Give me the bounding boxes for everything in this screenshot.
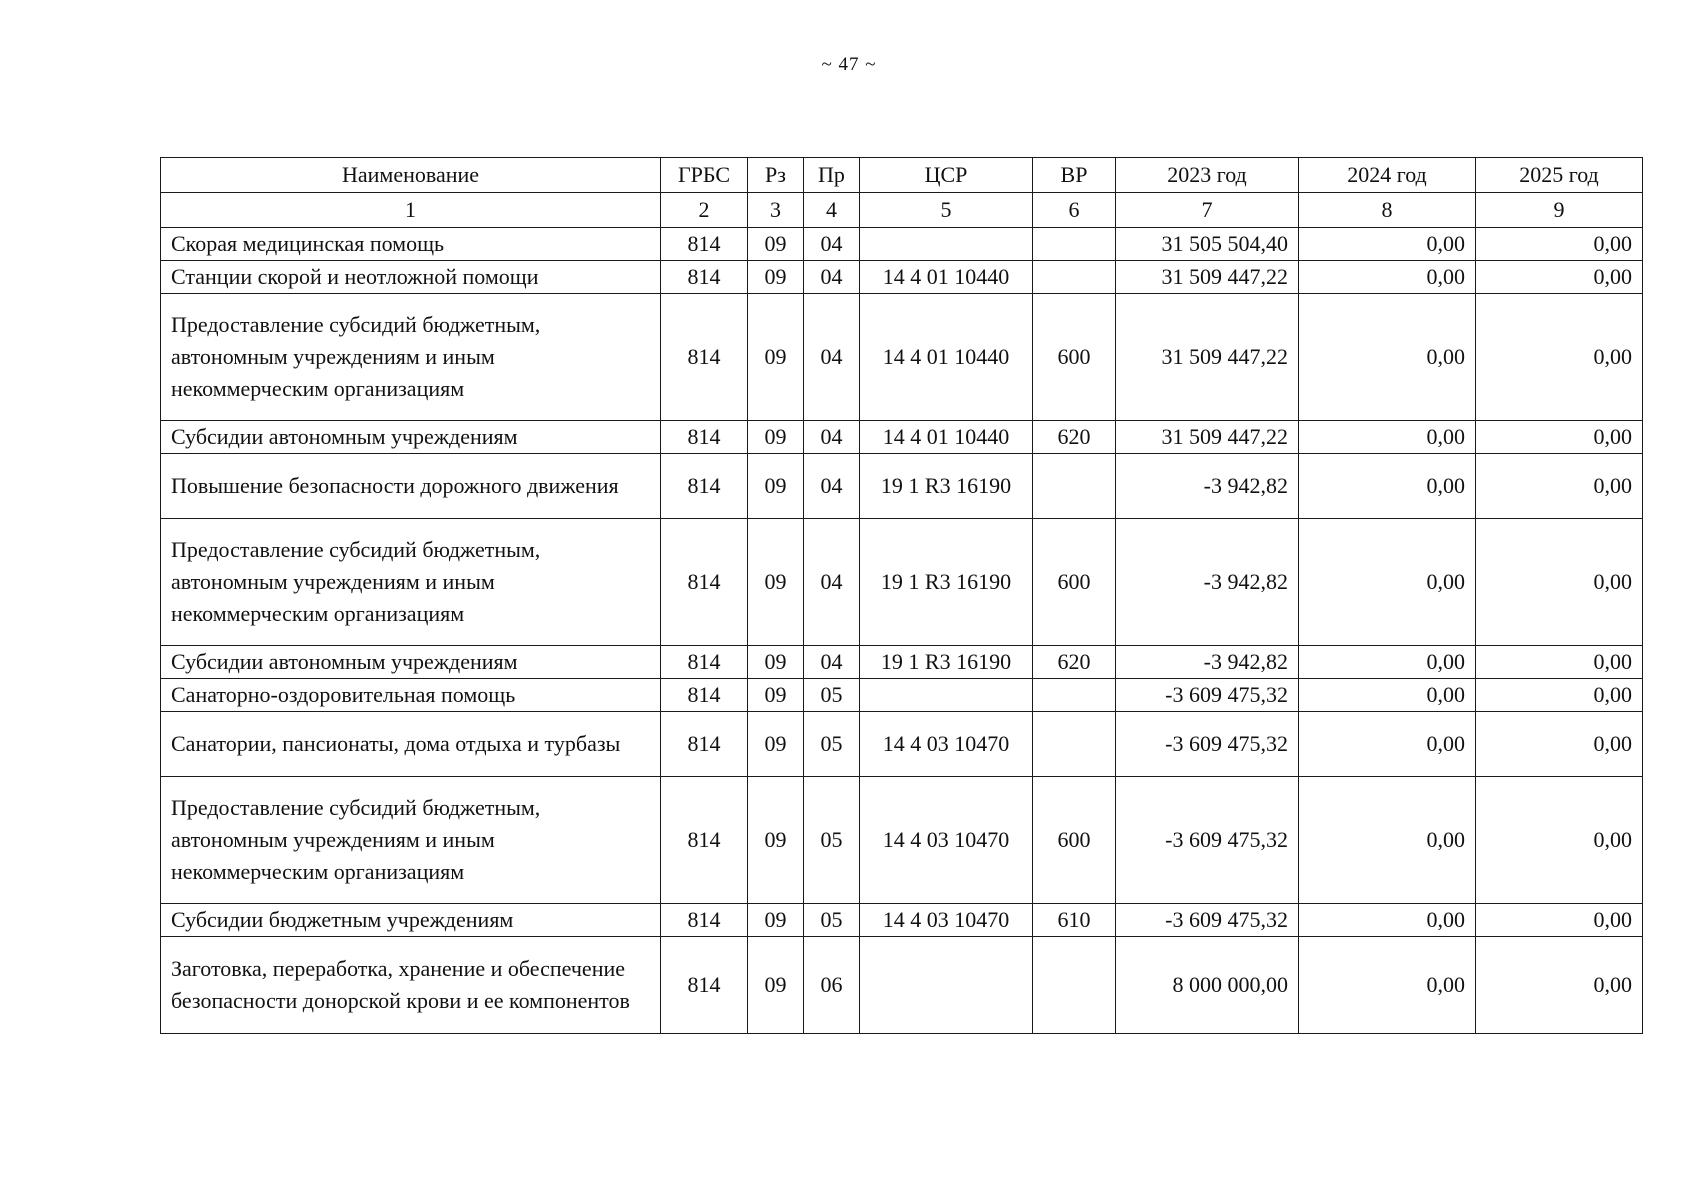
page-number: ~ 47 ~ bbox=[821, 54, 877, 75]
table-cell-vr: 620 bbox=[1033, 646, 1116, 679]
table-cell-rz: 09 bbox=[748, 712, 804, 777]
table-cell-pr: 04 bbox=[804, 519, 860, 646]
table-cell-2024: 0,00 bbox=[1299, 454, 1476, 519]
table-header-row bbox=[161, 158, 1643, 193]
table-cell-grbs: 814 bbox=[661, 519, 748, 646]
table-cell-2025: 0,00 bbox=[1476, 777, 1643, 904]
table-cell-rz: 09 bbox=[748, 421, 804, 454]
table-cell-csr: 19 1 R3 16190 bbox=[860, 454, 1033, 519]
table-cell-name: Предоставление субсидий бюджетным, автономным учреждениям и иным некоммерческим организациям bbox=[161, 294, 661, 421]
table-cell-2024: 0,00 bbox=[1299, 712, 1476, 777]
table-cell-2024: 0,00 bbox=[1299, 646, 1476, 679]
table-cell-2024: 0,00 bbox=[1299, 679, 1476, 712]
table-cell-pr: 04 bbox=[804, 421, 860, 454]
table-cell-csr bbox=[860, 228, 1033, 261]
table-cell-csr: 14 4 03 10470 bbox=[860, 777, 1033, 904]
table-cell-2025: 0,00 bbox=[1476, 712, 1643, 777]
table-row bbox=[161, 937, 1643, 1034]
table-cell-pr: 06 bbox=[804, 937, 860, 1034]
table-cell-rz: 09 bbox=[748, 454, 804, 519]
table-cell-pr: 05 bbox=[804, 679, 860, 712]
table-cell-name: Станции скорой и неотложной помощи bbox=[161, 261, 661, 294]
table-cell-2025: 0,00 bbox=[1476, 937, 1643, 1034]
column-number: 2 bbox=[661, 193, 748, 228]
table-cell-name: Предоставление субсидий бюджетным, автономным учреждениям и иным некоммерческим организациям bbox=[161, 777, 661, 904]
table-row bbox=[161, 712, 1643, 777]
table-cell-pr: 04 bbox=[804, 646, 860, 679]
table-cell-name: Субсидии автономным учреждениям bbox=[161, 421, 661, 454]
table-cell-pr: 05 bbox=[804, 712, 860, 777]
table-cell-grbs: 814 bbox=[661, 777, 748, 904]
table-cell-name: Скорая медицинская помощь bbox=[161, 228, 661, 261]
table-cell-csr: 19 1 R3 16190 bbox=[860, 519, 1033, 646]
table-cell-grbs: 814 bbox=[661, 712, 748, 777]
table-cell-vr: 610 bbox=[1033, 904, 1116, 937]
header-vr: ВР bbox=[1033, 158, 1116, 193]
table-cell-2025: 0,00 bbox=[1476, 646, 1643, 679]
table-cell-csr bbox=[860, 937, 1033, 1034]
table-row bbox=[161, 228, 1643, 261]
table-cell-grbs: 814 bbox=[661, 261, 748, 294]
header-2024: 2024 год bbox=[1299, 158, 1476, 193]
table-cell-rz: 09 bbox=[748, 937, 804, 1034]
table-cell-grbs: 814 bbox=[661, 454, 748, 519]
table-cell-2023: -3 609 475,32 bbox=[1116, 679, 1299, 712]
table-cell-name: Предоставление субсидий бюджетным, автономным учреждениям и иным некоммерческим организациям bbox=[161, 519, 661, 646]
table-row bbox=[161, 519, 1643, 646]
table-cell-vr: 620 bbox=[1033, 421, 1116, 454]
table-row bbox=[161, 421, 1643, 454]
table-cell-csr: 14 4 03 10470 bbox=[860, 904, 1033, 937]
table-cell-grbs: 814 bbox=[661, 646, 748, 679]
table-cell-2023: -3 942,82 bbox=[1116, 454, 1299, 519]
header-grbs: ГРБС bbox=[661, 158, 748, 193]
table-cell-2024: 0,00 bbox=[1299, 228, 1476, 261]
table-cell-pr: 04 bbox=[804, 454, 860, 519]
table-cell-rz: 09 bbox=[748, 228, 804, 261]
table-cell-2023: 8 000 000,00 bbox=[1116, 937, 1299, 1034]
table-cell-2024: 0,00 bbox=[1299, 261, 1476, 294]
table-cell-2024: 0,00 bbox=[1299, 777, 1476, 904]
table-cell-rz: 09 bbox=[748, 294, 804, 421]
table-cell-name: Санатории, пансионаты, дома отдыха и турбазы bbox=[161, 712, 661, 777]
table-cell-2025: 0,00 bbox=[1476, 421, 1643, 454]
table-cell-pr: 04 bbox=[804, 261, 860, 294]
table-cell-2023: -3 609 475,32 bbox=[1116, 712, 1299, 777]
table-cell-2024: 0,00 bbox=[1299, 421, 1476, 454]
table-cell-csr: 19 1 R3 16190 bbox=[860, 646, 1033, 679]
table-row bbox=[161, 294, 1643, 421]
table-cell-pr: 05 bbox=[804, 777, 860, 904]
table-row bbox=[161, 777, 1643, 904]
table-cell-2023: -3 942,82 bbox=[1116, 519, 1299, 646]
table-cell-vr bbox=[1033, 454, 1116, 519]
header-2023: 2023 год bbox=[1116, 158, 1299, 193]
table-cell-csr: 14 4 03 10470 bbox=[860, 712, 1033, 777]
table-cell-grbs: 814 bbox=[661, 679, 748, 712]
table-cell-2025: 0,00 bbox=[1476, 228, 1643, 261]
table-cell-2024: 0,00 bbox=[1299, 937, 1476, 1034]
table-cell-grbs: 814 bbox=[661, 421, 748, 454]
table-cell-csr bbox=[860, 679, 1033, 712]
table-cell-grbs: 814 bbox=[661, 294, 748, 421]
table-cell-2023: -3 609 475,32 bbox=[1116, 904, 1299, 937]
table-cell-2024: 0,00 bbox=[1299, 904, 1476, 937]
table-cell-rz: 09 bbox=[748, 904, 804, 937]
column-number: 3 bbox=[748, 193, 804, 228]
header-rz: Рз bbox=[748, 158, 804, 193]
table-cell-2024: 0,00 bbox=[1299, 294, 1476, 421]
table-cell-2025: 0,00 bbox=[1476, 904, 1643, 937]
table-cell-name: Санаторно-оздоровительная помощь bbox=[161, 679, 661, 712]
table-cell-2024: 0,00 bbox=[1299, 519, 1476, 646]
table-cell-rz: 09 bbox=[748, 646, 804, 679]
table-cell-rz: 09 bbox=[748, 679, 804, 712]
table-cell-2023: -3 609 475,32 bbox=[1116, 777, 1299, 904]
column-number: 4 bbox=[804, 193, 860, 228]
column-number: 8 bbox=[1299, 193, 1476, 228]
column-number: 6 bbox=[1033, 193, 1116, 228]
table-cell-grbs: 814 bbox=[661, 228, 748, 261]
table-cell-name: Субсидии автономным учреждениям bbox=[161, 646, 661, 679]
table-cell-vr bbox=[1033, 228, 1116, 261]
header-name: Наименование bbox=[161, 158, 661, 193]
column-number: 5 bbox=[860, 193, 1033, 228]
table-cell-rz: 09 bbox=[748, 261, 804, 294]
table-cell-rz: 09 bbox=[748, 519, 804, 646]
table-cell-2023: 31 505 504,40 bbox=[1116, 228, 1299, 261]
table-cell-name: Заготовка, переработка, хранение и обеспечение безопасности донорской крови и ее компонентов bbox=[161, 937, 661, 1034]
table-cell-2023: 31 509 447,22 bbox=[1116, 261, 1299, 294]
table-cell-grbs: 814 bbox=[661, 937, 748, 1034]
table-cell-name: Субсидии бюджетным учреждениям bbox=[161, 904, 661, 937]
table-cell-name: Повышение безопасности дорожного движения bbox=[161, 454, 661, 519]
table-cell-vr bbox=[1033, 261, 1116, 294]
table-cell-vr bbox=[1033, 712, 1116, 777]
table-row bbox=[161, 679, 1643, 712]
table-row bbox=[161, 904, 1643, 937]
table-cell-vr bbox=[1033, 679, 1116, 712]
budget-table bbox=[160, 157, 1643, 1034]
table-cell-csr: 14 4 01 10440 bbox=[860, 421, 1033, 454]
header-csr: ЦСР bbox=[860, 158, 1033, 193]
table-cell-2025: 0,00 bbox=[1476, 679, 1643, 712]
table-row bbox=[161, 646, 1643, 679]
column-number: 1 bbox=[161, 193, 661, 228]
table-cell-rz: 09 bbox=[748, 777, 804, 904]
table-row bbox=[161, 454, 1643, 519]
table-cell-vr: 600 bbox=[1033, 777, 1116, 904]
column-number-row bbox=[161, 193, 1643, 228]
column-number: 9 bbox=[1476, 193, 1643, 228]
table-cell-2023: -3 942,82 bbox=[1116, 646, 1299, 679]
table-cell-csr: 14 4 01 10440 bbox=[860, 294, 1033, 421]
table-cell-2023: 31 509 447,22 bbox=[1116, 294, 1299, 421]
table-cell-vr: 600 bbox=[1033, 294, 1116, 421]
table-cell-csr: 14 4 01 10440 bbox=[860, 261, 1033, 294]
table-cell-vr bbox=[1033, 937, 1116, 1034]
table-cell-2025: 0,00 bbox=[1476, 261, 1643, 294]
table-cell-pr: 04 bbox=[804, 294, 860, 421]
table-row bbox=[161, 261, 1643, 294]
table-cell-2023: 31 509 447,22 bbox=[1116, 421, 1299, 454]
table-cell-grbs: 814 bbox=[661, 904, 748, 937]
header-2025: 2025 год bbox=[1476, 158, 1643, 193]
table-cell-vr: 600 bbox=[1033, 519, 1116, 646]
header-pr: Пр bbox=[804, 158, 860, 193]
column-number: 7 bbox=[1116, 193, 1299, 228]
table-cell-pr: 04 bbox=[804, 228, 860, 261]
table-cell-pr: 05 bbox=[804, 904, 860, 937]
table-cell-2025: 0,00 bbox=[1476, 454, 1643, 519]
table-cell-2025: 0,00 bbox=[1476, 294, 1643, 421]
table-cell-2025: 0,00 bbox=[1476, 519, 1643, 646]
